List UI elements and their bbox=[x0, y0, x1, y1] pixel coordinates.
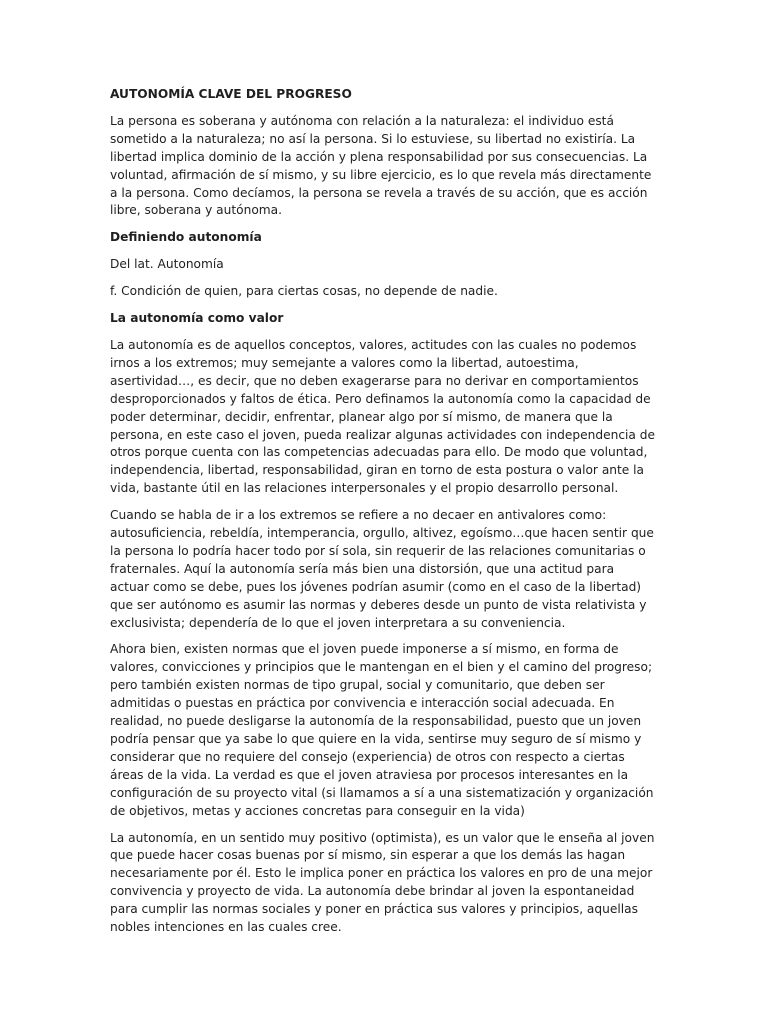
section-heading-valor: La autonomía como valor bbox=[110, 311, 284, 326]
definition-line: f. Condición de quien, para ciertas cosas, no depende de nadie. bbox=[110, 284, 498, 299]
section-heading-definiendo: Definiendo autonomía bbox=[110, 230, 262, 245]
etymology-line: Del lat. Autonomía bbox=[110, 257, 224, 272]
body-paragraph: La autonomía es de aquellos conceptos, valores, actitudes con las cuales no podemos irnos a los extremos; muy semejante a valores como la libertad, autoestima, asertividad…, es decir, que no deben exagerarse para no derivar en comportamientos desproporcionados y faltos de ética. Pero definamos la autonomía como la capacidad de poder determinar, decidir, enfrentar, planear algo por sí mismo, de manera que la persona, en este caso el joven, pueda realizar algunas actividades con independencia de otros porque cuenta con las competencias adecuadas para ello. De modo que voluntad, independencia, libertad, responsabilidad, giran en torno de esta postura o valor ante la vida, bastante útil en las relaciones interpersonales y el propio desarrollo personal. bbox=[110, 337, 655, 496]
body-paragraph: La autonomía, en un sentido muy positivo (optimista), es un valor que le enseña al joven que puede hacer cosas buenas por sí mismo, sin esperar a que los demás las hagan necesariamente por él. Esto le implica poner en práctica los valores en pro de una mejor convivencia y proyecto de vida. La autonomía debe brindar al joven la espontaneidad para cumplir las normas sociales y poner en práctica sus valores y principios, aquellas nobles intenciones en las cuales cree. bbox=[110, 830, 655, 935]
body-paragraph: Ahora bien, existen normas que el joven puede imponerse a sí mismo, en forma de valores, convicciones y principios que le mantengan en el bien y el camino del progreso; pero también existen normas de tipo grupal, social y comunitario, que deben ser admitidas o puestas en práctica por convivencia e interacción social adecuada. En realidad, no puede desligarse la autonomía de la responsabilidad, puesto que un joven podría pensar que ya sabe lo que quiere en la vida, sentirse muy seguro de sí mismo y considerar que no requiere del consejo (experiencia) de otros con respecto a ciertas áreas de la vida. La verdad es que el joven atraviesa por procesos interesantes en la configuración de su proyecto vital (si llamamos a sí a una sistematización y organización de objetivos, metas y acciones concretas para conseguir en la vida) bbox=[110, 642, 654, 818]
body-paragraph: Cuando se habla de ir a los extremos se refiere a no decaer en antivalores como: autosuficiencia, rebeldía, intemperancia, orgullo, altivez, egoísmo…que hacen sentir que la persona lo podría hacer todo por sí sola, sin requerir de las relaciones comunitarias o fraternales. Aquí la autonomía sería más bien una distorsión, que una actitud para actuar como se debe, pues los jóvenes podrían asumir (como en el caso de la libertad) que ser autónomo es asumir las normas y deberes desde un punto de vista relativista y exclusivista; dependería de lo que el joven interpretara a su conveniencia. bbox=[110, 508, 654, 630]
document-title: AUTONOMÍA CLAVE DEL PROGRESO bbox=[110, 87, 352, 101]
intro-paragraph: La persona es soberana y autónoma con relación a la naturaleza: el individuo está sometido a la naturaleza; no así la persona. Si lo estuviese, su libertad no existiría. La libertad implica dominio de la acción y plena responsabilidad por sus consecuencias. La voluntad, afirmación de sí mismo, y su libre ejercicio, es lo que revela más directamente a la persona. Como decíamos, la persona se revela a través de su acción, que es acción libre, soberana y autónoma. bbox=[110, 113, 652, 218]
document-page bbox=[110, 86, 655, 946]
